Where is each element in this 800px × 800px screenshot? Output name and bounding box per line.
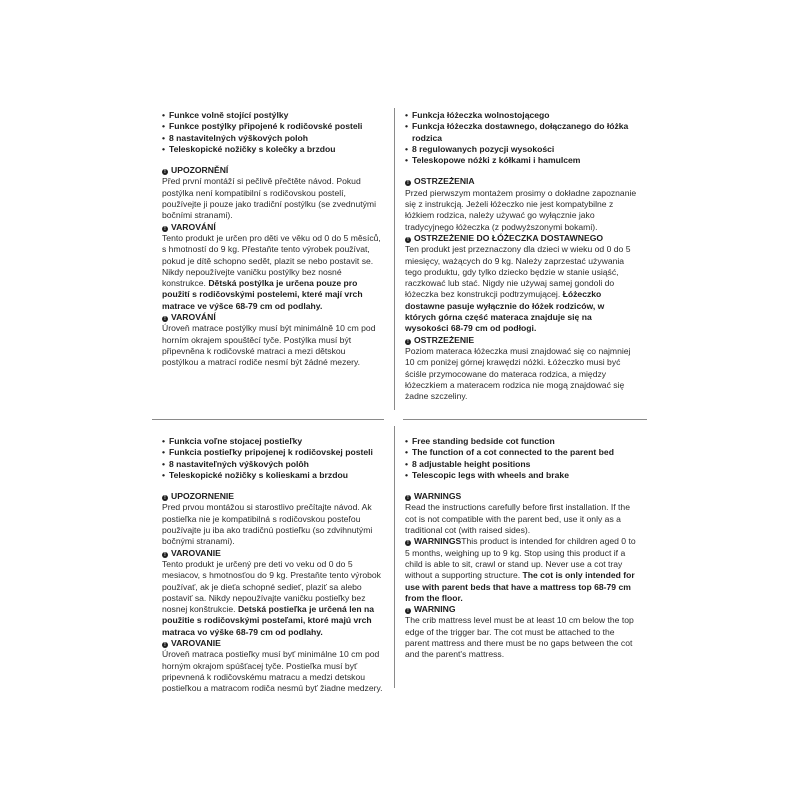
- row-divider-right: [403, 419, 647, 420]
- warning-paragraph: [405, 502, 637, 536]
- warning-paragraph: [162, 502, 392, 547]
- warning-icon: !: [405, 495, 411, 501]
- paragraph-text: Przed pierwszym montażem prosimy o dokładne zapoznanie się z instrukcją. Jeżeli łóżeczko nie jest kompatybilne z łóżkiem rodzica, należy używać go wyłącznie jako tradycyjnego łóżeczka (z podwyższonymi bokami).: [405, 187, 637, 232]
- warning-heading: [162, 548, 392, 559]
- feature-item: • Teleskopické nožičky s kolečky a brzdou: [162, 144, 384, 155]
- feature-item: • Funkcia voľne stojacej postieľky: [162, 436, 392, 447]
- paragraph-text: Read the instructions carefully before first installation. If the cot is not compatible with the parent bed, use it only as a traditional cot (with raised sides).: [405, 502, 630, 536]
- row-divider-left: [152, 419, 384, 420]
- warning-icon: !: [162, 316, 168, 322]
- paragraph-text: Tento produkt je určen pro děti ve věku od 0 do 5 měsíců, s hmotností do 9 kg. Přestaňte tento výrobek používat, pokud je dítě schopno sedět, plazit se nebo postavit se. Nikdy nepoužívejte vaničku postýlky bez nosné konstrukce.: [162, 232, 381, 289]
- paragraph-bold-text: Łóżeczko dostawne pasuje wyłącznie do łóżek rodziców, w których górna część materaca znajduje się na wysokości 68-79 cm od podłogi.: [405, 289, 605, 334]
- warning-icon: !: [162, 642, 168, 648]
- warning-heading: [162, 165, 384, 176]
- feature-list: [405, 110, 637, 166]
- feature-item: • Teleskopowe nóżki z kółkami i hamulcem: [405, 155, 637, 166]
- warning-heading: [162, 312, 384, 323]
- warning-heading: [162, 222, 384, 233]
- paragraph-text: This product is intended for children aged 0 to 5 months, weighing up to 9 kg. Stop using this product if a child is able to sit, crawl or stand up. Never use a cot tray without a supporting structure.: [405, 536, 636, 581]
- feature-item: • The function of a cot connected to the parent bed: [405, 447, 637, 458]
- feature-item: • Funkcja łóżeczka dostawnego, dołączanego do łóżka rodzica: [405, 121, 637, 144]
- paragraph-text: Pred prvou montážou si starostlivo prečítajte návod. Ak postieľka nie je kompatibilná s rodičovskou posteľou používajte ju iba ako tradičnú postieľku (so zdvihnutými bočnými stranami).: [162, 502, 373, 547]
- warning-icon: !: [405, 339, 411, 345]
- warning-heading-text: WARNINGS: [414, 536, 462, 547]
- feature-item: • Telescopic legs with wheels and brake: [405, 470, 637, 481]
- warning-heading: [405, 335, 637, 346]
- warning-heading-text: OSTRZEŻENIE DO ŁÓŻECZKA DOSTAWNEGO: [414, 232, 604, 243]
- warning-paragraph: [405, 244, 637, 334]
- warning-heading-text: VAROVANIE: [171, 547, 221, 558]
- warning-heading: [405, 233, 637, 244]
- warning-heading-text: WARNINGS: [414, 491, 462, 502]
- warning-paragraph: [162, 233, 384, 312]
- feature-list: [162, 436, 392, 481]
- warning-heading: [405, 536, 461, 546]
- warning-heading: [162, 491, 392, 502]
- warning-paragraph: [162, 323, 384, 368]
- paragraph-bold-text: The cot is only intended for use with parent beds that have a mattress top 68-79 cm from the floor.: [405, 570, 635, 603]
- warning-paragraph: [162, 559, 392, 638]
- warning-icon: !: [405, 237, 411, 243]
- warning-heading-text: VAROVÁNÍ: [171, 221, 216, 232]
- feature-list: [162, 110, 384, 155]
- paragraph-text: Úroveň matraca postieľky musí byť minimálne 10 cm pod horným okrajom spúšťacej tyče. Postieľka musí byť pripevnená k rodičovskému matracu a medzi detskou postieľkou a matracom rodiča nesmú byť žiadne medzery.: [162, 649, 383, 694]
- warning-icon: !: [405, 608, 411, 614]
- feature-item: • Funkcja łóżeczka wolnostojącego: [405, 110, 637, 121]
- warning-heading: [162, 638, 392, 649]
- feature-item: • Free standing bedside cot function: [405, 436, 637, 447]
- warning-paragraph: [405, 536, 637, 604]
- warning-icon: !: [162, 169, 168, 175]
- paragraph-text: Před první montáží si pečlivě přečtěte návod. Pokud postýlka není kompatibilní s rodičovskou postelí, používejte ji pouze jako tradiční postýlku (se zvednutými bočními stranami).: [162, 176, 376, 221]
- warning-heading-text: WARNING: [414, 604, 456, 615]
- warning-icon: !: [162, 552, 168, 558]
- paragraph-bold-text: Detská postieľka je určená len na použitie s rodičovskými posteľami, ktoré majú vrch matraca vo výške 68-79 cm od podlahy.: [162, 604, 375, 637]
- section-czech: [162, 110, 384, 369]
- paragraph-text: Poziom materaca łóżeczka musi znajdować się co najmniej 10 cm poniżej górnej krawędzi nóżki. Łóżeczko musi być ściśle przymocowane do materaca rodzica, a między łóżeczkiem a materacem rodzica nie mogą znajdować się żadne szczeliny.: [405, 345, 631, 402]
- warning-paragraph: [405, 188, 637, 233]
- column-divider-bottom: [394, 426, 395, 688]
- warning-icon: !: [405, 540, 411, 546]
- warning-icon: !: [162, 226, 168, 232]
- paragraph-text: The crib mattress level must be at least 10 cm below the top edge of the trigger bar. The cot must be attached to the parent mattress and there must be no gaps between the cot and the parent's mattress.: [405, 615, 634, 660]
- feature-item: • Funkce volně stojící postýlky: [162, 110, 384, 121]
- warning-paragraph: [162, 176, 384, 221]
- warning-heading-text: VAROVANIE: [171, 638, 221, 649]
- warning-heading: [405, 604, 637, 615]
- warning-icon: !: [162, 495, 168, 501]
- paragraph-text: Ten produkt jest przeznaczony dla dzieci w wieku od 0 do 5 miesięcy, ważących do 9 kg. Należy zaprzestać używania tego produktu, gdy tylko dziecko będzie w stanie usiąść, raczkować lub stać. Nigdy nie używaj samej gondoli do łóżeczka bez konstrukcji podtrzymującej.: [405, 244, 631, 300]
- warning-heading-text: UPOZORNENIE: [171, 491, 235, 502]
- feature-item: • 8 adjustable height positions: [405, 459, 637, 470]
- feature-item: • 8 nastaviteľných výškových polôh: [162, 459, 392, 470]
- warning-heading: [405, 176, 637, 187]
- feature-item: • Funkce postýlky připojené k rodičovské posteli: [162, 121, 384, 132]
- warning-icon: !: [405, 180, 411, 186]
- section-english: [405, 436, 637, 661]
- feature-list: [405, 436, 637, 481]
- warning-heading-text: UPOZORNĚNÍ: [171, 165, 229, 176]
- paragraph-text: Tento produkt je určený pre deti vo veku od 0 do 5 mesiacov, s hmotnosťou do 9 kg. Prestaňte tento výrobok používať, ak je dieťa schopné sedieť, plaziť sa alebo postaviť sa. Nikdy nepoužívajte vaničku postieľky bez nosnej konštrukcie.: [162, 558, 381, 615]
- feature-item: • Funkcia postieľky pripojenej k rodičovskej posteli: [162, 447, 392, 458]
- warning-paragraph: [162, 649, 392, 694]
- column-divider-top: [394, 108, 395, 410]
- warning-heading-text: OSTRZEŻENIE: [414, 334, 475, 345]
- warning-paragraph: [405, 346, 637, 402]
- paragraph-text: Úroveň matrace postýlky musí být minimálně 10 cm pod horním okrajem spouštěcí tyče. Postýlka musí být připevněna k rodičovské matraci a mezi dětskou postýlkou a matrací rodiče nesmí být žádné mezery.: [162, 323, 376, 368]
- feature-item: • 8 nastavitelných výškových poloh: [162, 133, 384, 144]
- section-polish: [405, 110, 637, 402]
- paragraph-bold-text: Dětská postýlka je určena pouze pro použití s rodičovskými postelemi, které mají vrch matrace ve výšce 68-79 cm od podlahy.: [162, 278, 363, 311]
- feature-item: • 8 regulowanych pozycji wysokości: [405, 144, 637, 155]
- warning-heading-text: OSTRZEŻENIA: [414, 176, 475, 187]
- feature-item: • Teleskopické nožičky s kolieskami a brzdou: [162, 470, 392, 481]
- warning-heading-text: VAROVÁNÍ: [171, 312, 216, 323]
- section-slovak: [162, 436, 392, 695]
- warning-paragraph: [405, 615, 637, 660]
- warning-heading: [405, 491, 637, 502]
